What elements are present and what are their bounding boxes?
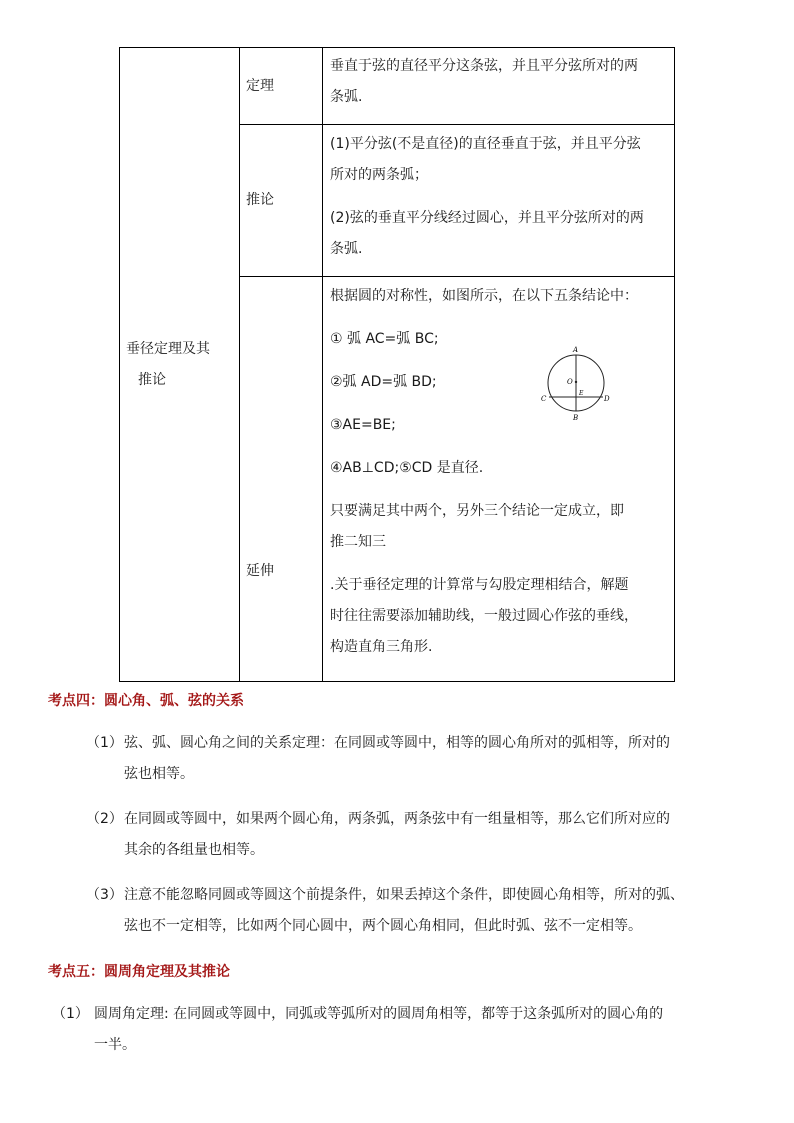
item-number: （2） [86, 811, 123, 827]
item-line-1: 注意不能忽略同圆或等圆这个前提条件，如果丢掉这个条件，即使圆心角相等，所对的弧、 [124, 887, 684, 903]
theorem-line-1: 垂直于弦的直径平分这条弦，并且平分弦所对的两 [330, 58, 638, 74]
theorem-line-2: 条弧. [330, 89, 363, 105]
row-label-extension [240, 277, 323, 682]
figure-label-d: D [604, 395, 610, 403]
row-label-corollary: 推论 [240, 125, 323, 277]
section-5-item-1 [52, 999, 772, 1061]
note-line-2: 时往往需要添加辅助线，一般过圆心作弦的垂线， [330, 608, 638, 624]
rule-line-1: 只要满足其中两个，另外三个结论一定成立，即 [330, 503, 624, 519]
item-line-2: 弦也不一定相等，比如两个同心圆中，两个圆心角相同，但此时弧、弦不一定相等。 [124, 918, 642, 934]
section-4-item-2 [86, 804, 766, 866]
corollary-2-line-2: 条弧. [330, 241, 363, 257]
extension-content [323, 277, 675, 682]
figure-label-b: B [573, 414, 579, 422]
figure-center-point [575, 381, 577, 383]
item-line-1: 在同圆或等圆中，如果两个圆心角，两条弧，两条弦中有一组量相等，那么它们所对应的 [124, 811, 670, 827]
item-line-1: 弦、弧、圆心角之间的关系定理：在同圆或等圆中，相等的圆心角所对的弧相等，所对的 [124, 735, 670, 751]
circle-chord-figure [536, 345, 616, 425]
figure-label-o: O [567, 378, 573, 386]
section-4-title: 考点四：圆心角、弧、弦的关系 [48, 693, 244, 709]
corollary-2-line-1: (2)弦的垂直平分线经过圆心，并且平分弦所对的两 [330, 210, 644, 226]
topic-cell [120, 48, 240, 682]
conclusion-1: ① 弧 AC=弧 BC; [330, 331, 439, 347]
extension-label-text: 延伸 [246, 562, 274, 579]
item-line-2: 其余的各组量也相等。 [124, 842, 264, 858]
corollary-content [323, 125, 675, 277]
note-line-1: .关于垂径定理的计算常与勾股定理相结合，解题 [330, 577, 629, 593]
note-line-3: 构造直角三角形. [330, 639, 433, 655]
item-line-1: 圆周角定理: 在同圆或等圆中，同弧或等弧所对的圆周角相等，都等于这条弧所对的圆心角的 [94, 1006, 664, 1022]
conclusion-2: ②弧 AD=弧 BD; [330, 374, 437, 390]
extension-intro: 根据圆的对称性，如图所示，在以下五条结论中： [330, 288, 638, 304]
section-4-item-3 [86, 880, 766, 942]
corollary-1-line-2: 所对的两条弧； [330, 167, 428, 183]
figure-label-e: E [579, 390, 584, 397]
item-line-2: 弦也相等。 [124, 766, 194, 782]
rule-line-2: 推二知三 [330, 534, 386, 550]
conclusion-4-5: ④AB⊥CD;⑤CD 是直径. [330, 460, 484, 476]
topic-line-2: 推论 [138, 371, 166, 388]
item-number: （1） [86, 735, 123, 751]
item-line-2: 一半。 [94, 1037, 136, 1053]
figure-label-a: A [573, 346, 579, 354]
conclusion-3: ③AE=BE; [330, 417, 396, 433]
corollary-1-line-1: (1)平分弦(不是直径)的直径垂直于弦，并且平分弦 [330, 136, 641, 152]
row-label-theorem: 定理 [240, 48, 323, 125]
figure-label-c: C [541, 395, 547, 403]
theorem-content [323, 48, 675, 125]
item-number: （1） [52, 1006, 89, 1022]
theorem-table [119, 47, 675, 682]
section-4-item-1 [86, 728, 766, 790]
topic-line-1: 垂径定理及其 [126, 340, 210, 357]
section-5-title: 考点五：圆周角定理及其推论 [48, 964, 230, 980]
item-number: （3） [86, 887, 123, 903]
